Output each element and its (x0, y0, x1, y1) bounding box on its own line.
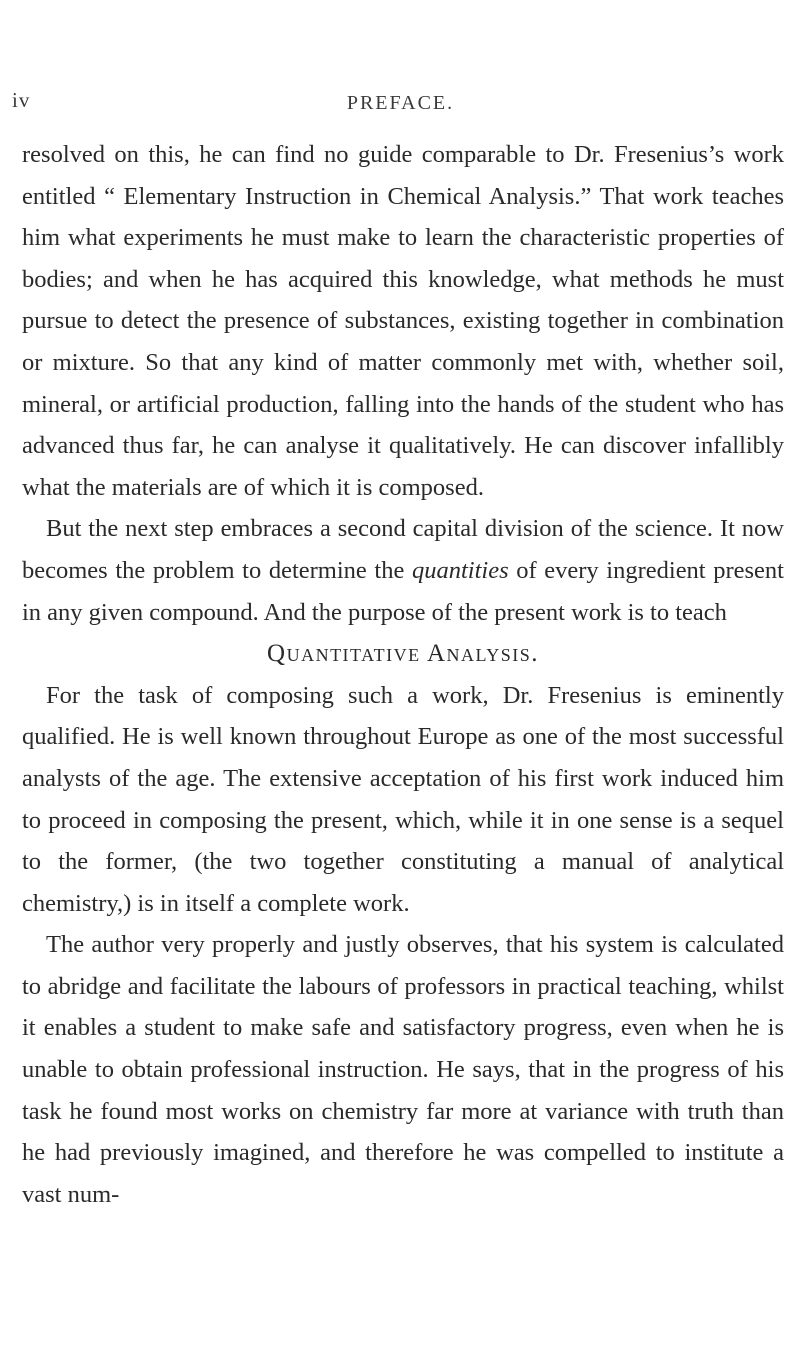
paragraph: For the task of composing such a work, Dr. Fresenius is eminently qualified. He is well known throughout Europe as one of the most successful analysts of the age. The extensive acceptation of his first work induced him to proceed in composing the present, which, while it in one sense is a sequel to the former, (the two together constituting a manual of analytical chemistry,) is in itself a complete work. (22, 681, 784, 917)
running-head: PREFACE. (346, 92, 455, 114)
body-text (22, 134, 784, 1215)
italic-emphasis: quantities (411, 556, 509, 584)
paragraph: resolved on this, he can find no guide comparable to Dr. Fresenius’s work entitled “ Elementary Instruction in Chemical Analysis.” That work teaches him what experiments he must make to learn the characteristic properties of bodies; and when he has acquired this knowledge, what methods he must pursue to detect the presence of substances, existing together in combination or mixture. So that any kind of matter commonly met with, whether soil, mineral, or artificial production, falling into the hands of the student who has advanced thus far, he can analyse it qualitatively. He can discover infallibly what the materials are of which it is composed. (22, 141, 784, 501)
paragraph-text: But the next step embraces a second capital division of the science. It now becomes the problem to determine the (22, 515, 784, 584)
paragraph: The author very properly and justly observes, that his system is calculated to abridge and facilitate the labours of professors in practical teaching, whilst it enables a student to make safe and satisfactory progress, even when he is unable to obtain professional instruction. He says, that in the progress of his task he found most works on chemistry far more at variance with truth than he had previously imagined, and therefore he was compelled to institute a vast num- (22, 931, 784, 1208)
section-heading: Quantitative Analysis. (267, 640, 539, 668)
paragraph (22, 508, 784, 633)
paragraph-text: of every ingredient present in any given compound. And the purpose of the present work is to teach (22, 556, 784, 626)
page-number: iv (12, 88, 31, 112)
